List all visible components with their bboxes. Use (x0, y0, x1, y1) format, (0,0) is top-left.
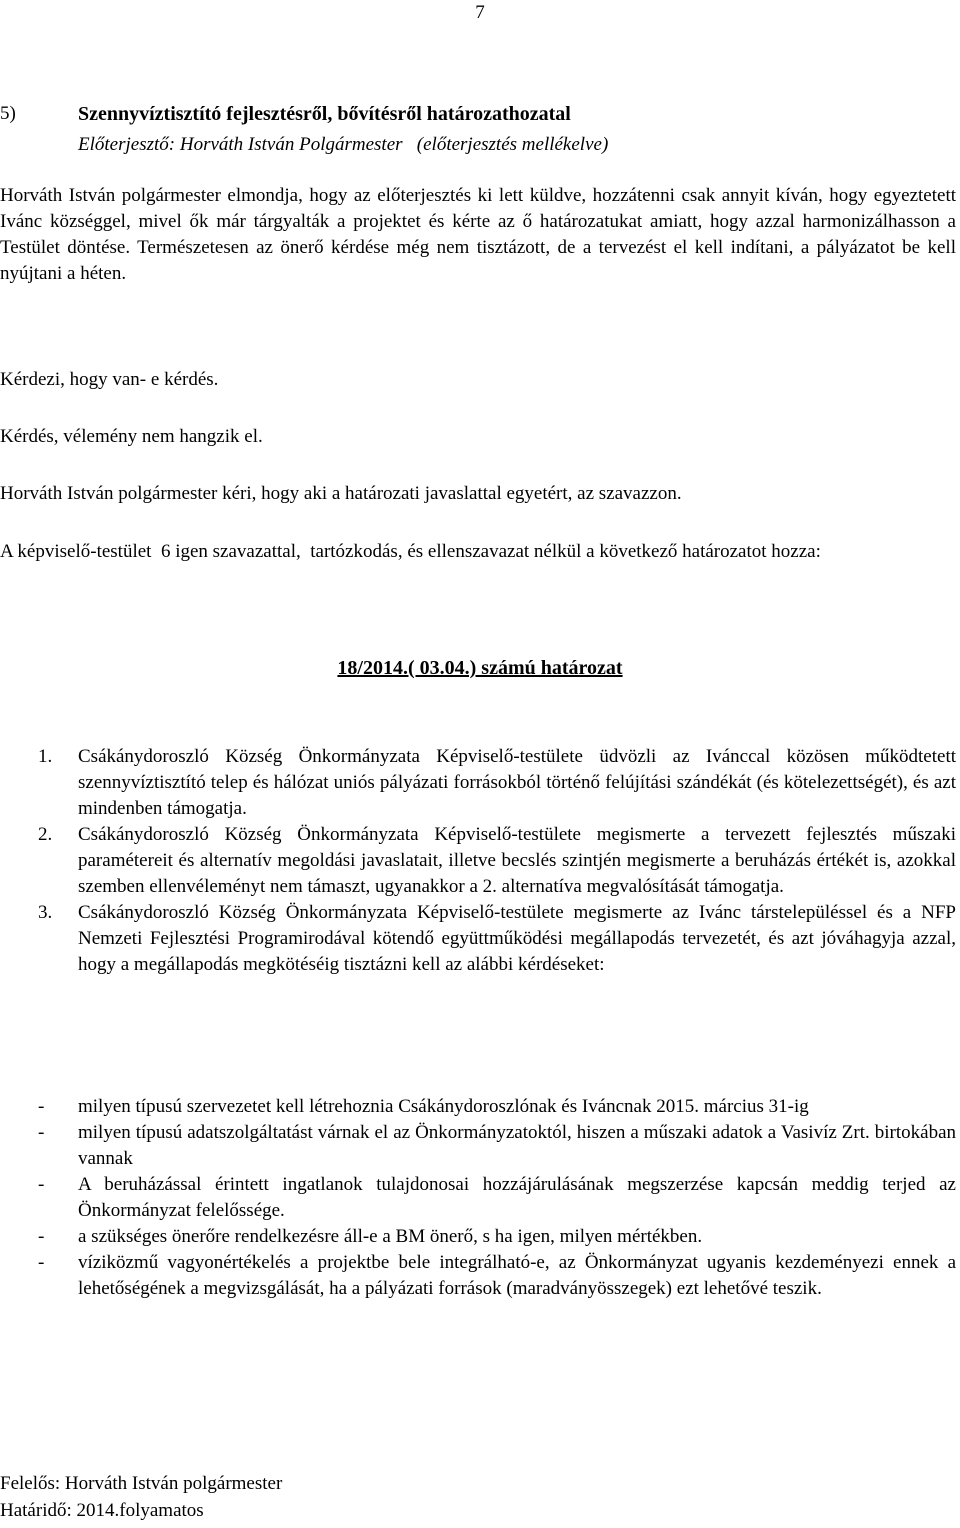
vote-result-paragraph: A képviselő-testület 6 igen szavazattal, tartózkodás, és ellenszavazat nélkül a következő határozatot hozza: (0, 541, 821, 562)
list-dash: - (38, 1252, 45, 1273)
open-question-item (0, 1120, 956, 1172)
open-question-text: milyen típusú adatszolgáltatást várnak el az Önkormányzatoktól, hiszen a műszaki adatok a Vasivíz Zrt. birtokában vannak (78, 1122, 956, 1169)
deadline-line: Határidő: 2014.folyamatos (0, 1500, 204, 1521)
open-question-text: milyen típusú szervezetet kell létrehoznia Csákánydoroszlónak és Iváncnak 2015. március 31-ig (78, 1096, 809, 1117)
agenda-item-title: Szennyvíztisztító fejlesztésről, bővítésről határozathozatal (78, 103, 571, 125)
no-question-line: Kérdés, vélemény nem hangzik el. (0, 426, 263, 447)
vote-request-line: Horváth István polgármester kéri, hogy aki a határozati javaslattal egyetért, az szavazzon. (0, 483, 682, 504)
question-line: Kérdezi, hogy van- e kérdés. (0, 369, 219, 390)
resolution-item (0, 822, 956, 900)
open-question-text: A beruházással érintett ingatlanok tulajdonosai hozzájárulásának megszerzése kapcsán meddig terjed az Önkormányzat felelőssége. (78, 1174, 956, 1221)
agenda-item-presenter: Előterjesztő: Horváth István Polgármester (előterjesztés mellékelve) (78, 134, 609, 155)
list-dash: - (38, 1122, 45, 1143)
resolution-title-text: 18/2014.( 03.04.) számú határozat (337, 657, 623, 679)
resolution-item-text: Csákánydoroszló Község Önkormányzata Képviselő-testülete üdvözli az Ivánccal közösen működtetett szennyvíztisztító telep és hálózat uniós pályázati forrásokból történő felújítási szándékát (és kötelezettségét), és azt mindenben támogatja. (78, 746, 956, 819)
list-dash: - (38, 1096, 45, 1117)
open-question-item (0, 1172, 956, 1224)
agenda-item-number: 5) (0, 103, 16, 124)
resolution-item-number: 1. (38, 746, 53, 767)
resolution-title (0, 655, 960, 682)
open-questions-list (0, 1094, 956, 1302)
open-question-text: víziközmű vagyonértékelés a projektbe bele integrálható-e, az Önkormányzat ugyanis kezdeményezi ennek a lehetőségének a megvizsgálását, ha a pályázati források (maradványösszegek) ezt lehetővé teszik. (78, 1252, 956, 1299)
intro-paragraph: Horváth István polgármester elmondja, hogy az előterjesztés ki lett küldve, hozzátenni csak annyit kíván, hogy egyeztetett Ivánc községgel, mivel ők már tárgyalták a projektet és kérte az ő határozatukat amiatt, hogy azzal harmonizálhasson a Testület döntése. Természetesen az önerő kérdése még nem tisztázott, de a tervezést el kell indítani, a pályázatot be kell nyújtani a héten. (0, 185, 956, 284)
responsible-line: Felelős: Horváth István polgármester (0, 1473, 283, 1494)
open-question-text: a szükséges önerőre rendelkezésre áll-e a BM önerő, s ha igen, milyen mértékben. (78, 1226, 703, 1247)
resolution-items (0, 744, 956, 978)
open-question-item (0, 1250, 956, 1302)
resolution-item (0, 744, 956, 822)
resolution-item-number: 3. (38, 902, 53, 923)
resolution-item-text: Csákánydoroszló Község Önkormányzata Képviselő-testülete megismerte a tervezett fejlesztés műszaki paramétereit és alternatív megoldási javaslatait, illetve becslés szintjén megismerte a beruházás értékét is, azokkal szemben ellenvéleményt nem támaszt, ugyanakkor a 2. alternatíva megvalósítását támogatja. (78, 824, 956, 897)
page-number: 7 (475, 2, 485, 23)
list-dash: - (38, 1226, 45, 1247)
resolution-item-number: 2. (38, 824, 53, 845)
list-dash: - (38, 1174, 45, 1195)
open-question-item (0, 1094, 956, 1120)
resolution-item-text: Csákánydoroszló Község Önkormányzata Képviselő-testülete megismerte az Ivánc társtelepüléssel és a NFP Nemzeti Fejlesztési Programirodával kötendő együttműködési megállapodás tervezetét, és azt jóváhagyja azzal, hogy a megállapodás megkötéséig tisztázni kell az alábbi kérdéseket: (78, 902, 956, 975)
resolution-item (0, 900, 956, 978)
open-question-item (0, 1224, 956, 1250)
